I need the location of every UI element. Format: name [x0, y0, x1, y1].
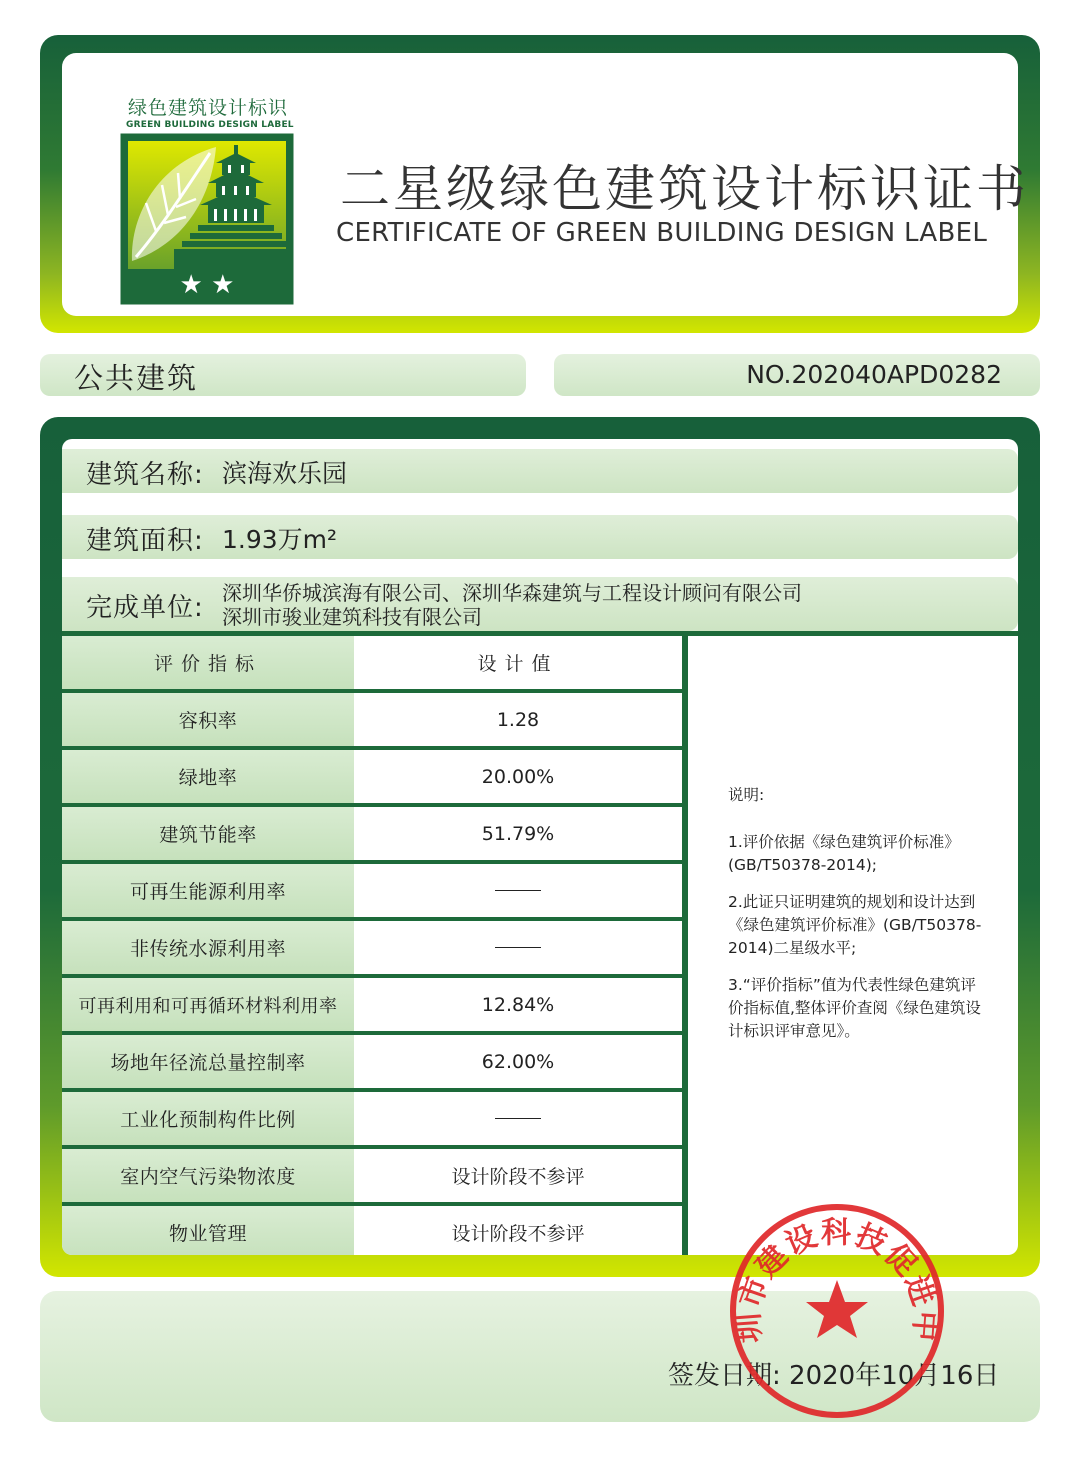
building-name-row: [62, 449, 1018, 493]
building-name: 滨海欢乐园: [222, 459, 348, 488]
building-category: 公共建筑: [74, 361, 199, 395]
table-row: [62, 1149, 682, 1202]
indicator-name: 场地年径流总量控制率: [62, 1035, 354, 1088]
table-header-row: [62, 636, 682, 689]
indicator-value: 12.84%: [354, 978, 682, 1031]
indicator-name: 绿地率: [62, 750, 354, 803]
indicator-name: 室内空气污染物浓度: [62, 1149, 354, 1202]
note-item: 1.评价依据《绿色建筑评价标准》(GB/T50378-2014);: [728, 833, 960, 874]
logo-caption-en: GREEN BUILDING DESIGN LABEL: [126, 120, 294, 130]
indicator-value: 20.00%: [354, 750, 682, 803]
organization-line-1: 深圳华侨城滨海有限公司、深圳华森建筑与工程设计顾问有限公司: [222, 581, 802, 605]
certificate-header: [62, 53, 1029, 316]
certificate-title-cn: 二星级绿色建筑设计标识证书: [340, 160, 1029, 218]
building-name-label: 建筑名称:: [86, 460, 204, 490]
indicator-name: 工业化预制构件比例: [62, 1092, 354, 1145]
table-row: [62, 807, 682, 860]
building-area-label: 建筑面积:: [86, 526, 204, 556]
indicator-value: 设计阶段不参评: [354, 1149, 682, 1202]
indicator-name: 可再利用和可再循环材料利用率: [62, 978, 354, 1031]
indicator-name: 容积率: [62, 693, 354, 746]
column-header-value: 设计值: [354, 636, 682, 689]
empty-value-dash: [495, 947, 541, 948]
indicator-value: 51.79%: [354, 807, 682, 860]
table-row: [62, 750, 682, 803]
certificate-body-frame: [40, 417, 1040, 1277]
indicator-value: [354, 1092, 682, 1145]
note-item: 2.此证只证明建筑的规划和设计达到《绿色建筑评价标准》(GB/T50378-2014)二星级水平;: [728, 893, 982, 957]
table-row: [62, 864, 682, 917]
table-row: [62, 921, 682, 974]
indicator-name: 建筑节能率: [62, 807, 354, 860]
table-right-border: [682, 636, 688, 1255]
table-row: [62, 1092, 682, 1145]
logo-caption-cn: 绿色建筑设计标识: [128, 97, 289, 119]
table-row: [62, 1206, 682, 1255]
green-building-logo-icon: [120, 133, 294, 305]
certificate-body: [62, 439, 1018, 1255]
indicator-name: 非传统水源利用率: [62, 921, 354, 974]
building-area-row: [62, 515, 1018, 559]
building-area: 1.93万m²: [222, 525, 338, 554]
table-row: [62, 1035, 682, 1088]
certificate-number: NO.202040APD0282: [746, 360, 1002, 389]
certificate-number-bar: [554, 354, 1040, 396]
rating-stars: ★ ★: [179, 270, 235, 300]
indicator-value: 1.28: [354, 693, 682, 746]
note-item: 3.“评价指标”值为代表性绿色建筑评价指标值,整体评价查阅《绿色建筑设计标识评审意见》。: [728, 976, 981, 1040]
indicator-name: 可再生能源利用率: [62, 864, 354, 917]
table-row: [62, 693, 682, 746]
column-header-indicator: 评价指标: [62, 636, 354, 689]
indicator-table: [62, 636, 688, 1255]
organization-line-2: 深圳市骏业建筑科技有限公司: [222, 605, 482, 629]
certificate-title-en: CERTIFICATE OF GREEN BUILDING DESIGN LABEL: [336, 218, 988, 248]
indicator-value: 62.00%: [354, 1035, 682, 1088]
notes-panel: [728, 784, 988, 1057]
certificate-header-frame: [40, 35, 1040, 333]
svg-text:深圳市建设科技促进中心: 圳市建设科技促进中: [731, 1215, 943, 1345]
indicator-value: [354, 864, 682, 917]
issue-date: 签发日期: 2020年10月16日: [668, 1361, 1000, 1391]
empty-value-dash: [495, 890, 541, 891]
empty-value-dash: [495, 1118, 541, 1119]
organization-row: [62, 577, 1018, 631]
indicator-value: 设计阶段不参评: [354, 1206, 682, 1255]
official-seal-stamp: [724, 1198, 950, 1424]
notes-title: 说明:: [728, 786, 765, 804]
category-bar: [40, 354, 526, 396]
organization-label: 完成单位:: [86, 593, 204, 623]
indicator-name: 物业管理: [62, 1206, 354, 1255]
table-row: [62, 978, 682, 1031]
indicator-value: [354, 921, 682, 974]
